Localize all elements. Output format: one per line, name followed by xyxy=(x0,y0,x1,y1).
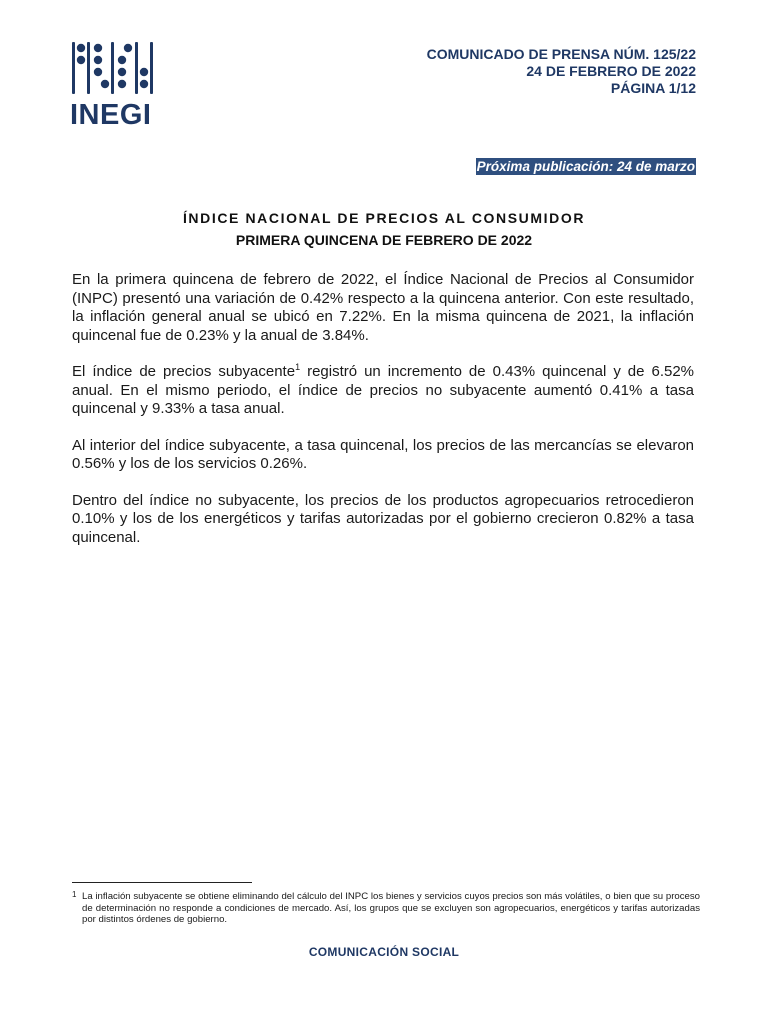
footnote-mark: 1 xyxy=(72,890,77,899)
inegi-logo xyxy=(70,40,156,131)
footnote-text: La inflación subyacente se obtiene eliminando del cálculo del INPC los bienes y servicios cuyos precios son más volátiles, o bien que su proceso de determinación no responde a condiciones de mercado. Así, los grupos que se excluyen son agropecuarios, energéticos y tarifas autorizadas por distintos órdenes de gobierno. xyxy=(82,891,700,925)
paragraph-2 xyxy=(72,363,694,419)
logo-wordmark: INEGI xyxy=(70,99,152,131)
next-publication: Próxima publicación: 24 de marzo xyxy=(476,159,695,174)
footnote-divider xyxy=(72,882,252,883)
paragraph-3: Al interior del índice subyacente, a tasa quincenal, los precios de las mercancías se elevaron 0.56% y los de los servicios 0.26%. xyxy=(72,436,694,472)
paragraph-2-end: registró un incremento de 0.43% quincenal y de 6.52% anual. En el mismo periodo, el índice de precios no subyacente aumentó 0.41% a tasa quincenal y 9.33% a tasa anual. xyxy=(72,363,695,417)
footnote-ref: 1 xyxy=(295,362,301,372)
release-number: COMUNICADO DE PRENSA NÚM. 125/22 xyxy=(426,46,696,62)
body-text xyxy=(72,271,694,565)
inegi-dots-icon xyxy=(70,40,156,98)
footer-label: COMUNICACIÓN SOCIAL xyxy=(308,945,460,959)
paragraph-2-start: El índice de precios subyacente xyxy=(72,363,296,380)
footnote xyxy=(72,891,700,926)
release-info xyxy=(427,46,696,97)
document-subtitle: PRIMERA QUINCENA DE FEBRERO DE 2022 xyxy=(235,232,533,248)
page-number: PÁGINA 1/12 xyxy=(610,80,696,96)
document-title: ÍNDICE NACIONAL DE PRECIOS AL CONSUMIDOR xyxy=(182,210,586,226)
paragraph-4: Dentro del índice no subyacente, los precios de los productos agropecuarios retrocedieron 0.10% y los de los energéticos y tarifas autorizadas por el gobierno crecieron 0.82% a tasa quincenal. xyxy=(72,491,694,546)
paragraph-1: En la primera quincena de febrero de 2022, el Índice Nacional de Precios al Consumidor (INPC) presentó una variación de 0.42% respecto a la quincena anterior. Con este resultado, la inflación general anual se ubicó en 7.22%. En la misma quincena de 2021, la inflación quincenal fue de 0.23% y la anual de 3.84%. xyxy=(72,271,694,344)
release-date: 24 DE FEBRERO DE 2022 xyxy=(526,63,696,79)
